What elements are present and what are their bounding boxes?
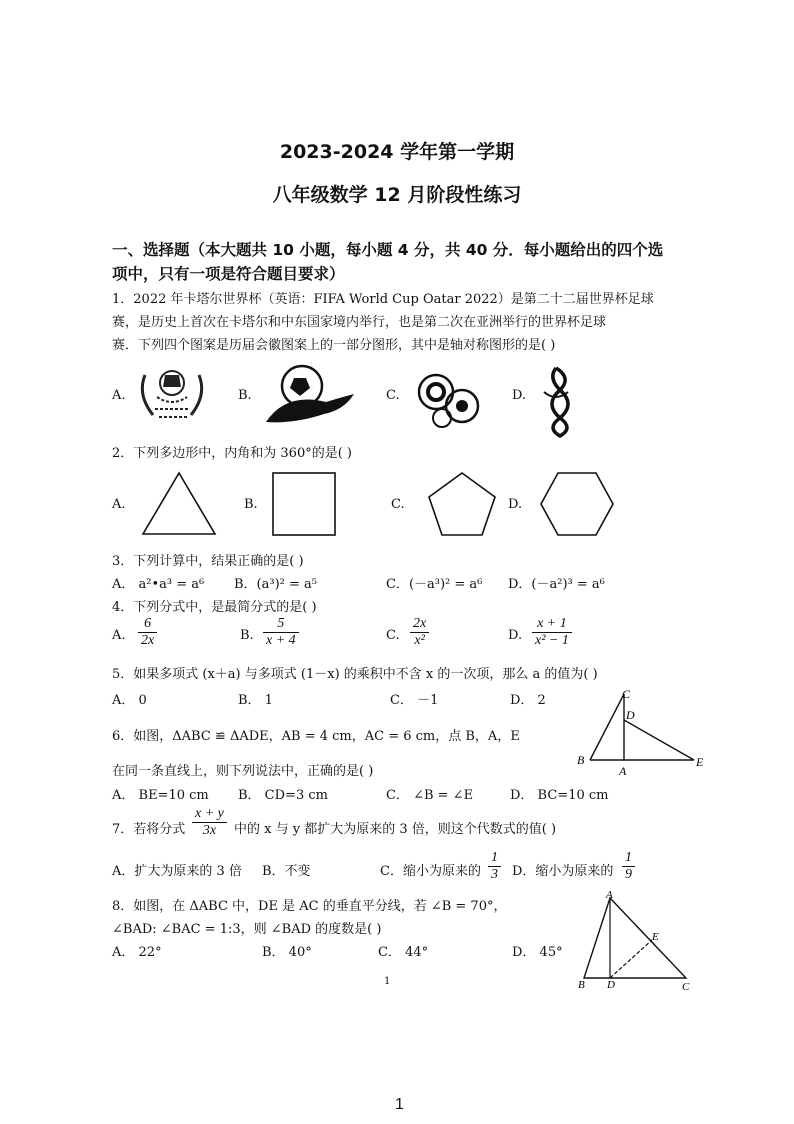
q6-option-d: D． BC=10 cm [510, 788, 609, 803]
q3-option-b: B．(a³)² = a⁵ [234, 577, 317, 592]
q8-label-d: D [607, 979, 615, 991]
q2-option-d-label: D. [508, 497, 523, 512]
q7-prefix: 7．若将分式 [112, 822, 186, 837]
q2-triangle-shape [140, 470, 218, 538]
q1-option-c-label: C. [386, 388, 400, 403]
q7-fraction: $\frac{x + y}{3x}$ [192, 806, 227, 839]
q8-label-b: B [578, 979, 585, 991]
q4-option-d-fraction: $\frac{x + 1}{\text{x² − 1}}$ [532, 616, 572, 649]
q4-option-b-fraction: $\frac{5}{x + 4}$ [263, 616, 299, 649]
q6-line2: 在同一条直线上，则下列说法中，正确的是( ) [112, 764, 374, 779]
q7-option-d: D．缩小为原来的 [512, 864, 614, 879]
inner-page-mark: 1 [384, 976, 391, 987]
q7-option-c-fraction: $\frac{1}{3}$ [488, 850, 501, 883]
q2-square-shape [270, 470, 338, 538]
q6-label-b: B [577, 753, 585, 767]
q8-triangle-figure [574, 890, 700, 996]
q2-option-c-label: C. [391, 497, 405, 512]
page-title: 八年级数学 12 月阶段性练习 [272, 184, 522, 206]
q1-emblem-d-image [536, 362, 576, 440]
q8-option-a: A． 22° [112, 945, 162, 960]
q4-option-d-label: D. [508, 628, 523, 643]
q6-line1: 6．如图，ΔABC ≌ ΔADE，AB = 4 cm，AC = 6 cm，点 B，A，E [112, 729, 520, 744]
q2-option-b-label: B. [244, 497, 258, 512]
q1-emblem-b-image [262, 362, 357, 428]
q6-option-a: A． BE=10 cm [112, 788, 209, 803]
q2-stem: 2．下列多边形中，内角和为 360°的是( ) [112, 446, 352, 461]
q2-option-a-label: A. [112, 497, 126, 512]
section-heading-line2: 项中，只有一项是符合题目要求） [112, 265, 345, 283]
q5-stem: 5．如果多项式 (x＋a) 与多项式 (1－x) 的乘积中不含 x 的一次项，那么 a 的值为( ) [112, 667, 598, 682]
q7-option-c: C．缩小为原来的 [380, 864, 481, 879]
q7-suffix: 中的 x 与 y 都扩大为原来的 3 倍，则这个代数式的值( ) [234, 822, 557, 837]
q4-stem: 4．下列分式中，是最简分式的是( ) [112, 600, 317, 615]
q1-line1: 1．2022 年卡塔尔世界杯（英语：FIFA World Cup Oatar 2022）是第二十二届世界杯足球 [112, 292, 654, 307]
q6-label-a: A [619, 764, 627, 778]
q6-option-c: C． ∠B = ∠E [386, 788, 474, 803]
q1-option-b-label: B. [238, 388, 252, 403]
q4-option-c-fraction: $\frac{2x}{\text{x²}}$ [410, 616, 429, 649]
q1-emblem-a-image [135, 365, 210, 425]
q7-option-b: B．不变 [262, 864, 311, 879]
q6-triangle-figure [572, 686, 712, 778]
q6-label-e: E [696, 755, 704, 769]
q4-option-a-fraction: $\frac{6}{2x}$ [138, 616, 157, 649]
q2-pentagon-shape [426, 470, 498, 538]
q5-option-b: B． 1 [238, 693, 273, 708]
q5-option-d: D． 2 [510, 693, 546, 708]
q8-option-c: C． 44° [378, 945, 429, 960]
q4-option-b-label: B. [240, 628, 254, 643]
q3-option-a: A． a²•a³ = a⁶ [112, 577, 205, 592]
q8-line2: ∠BAD: ∠BAC = 1:3，则 ∠BAD 的度数是( ) [112, 922, 382, 937]
term-title: 2023-2024 学年第一学期 [279, 141, 515, 163]
q4-option-a-label: A. [112, 628, 126, 643]
q1-line2: 赛，是历史上首次在卡塔尔和中东国家境内举行，也是第二次在亚洲举行的世界杯足球 [112, 315, 607, 330]
q8-option-d: D． 45° [512, 945, 563, 960]
q8-label-e: E [652, 931, 659, 943]
q1-option-d-label: D. [512, 388, 527, 403]
q7-option-d-fraction: $\frac{1}{9}$ [622, 850, 635, 883]
q3-option-d: D．(－a²)³ = a⁶ [508, 577, 605, 592]
q4-option-c-label: C. [386, 628, 400, 643]
q3-stem: 3．下列计算中，结果正确的是( ) [112, 554, 304, 569]
q1-line3: 赛．下列四个图案是历届会徽图案上的一部分图形，其中是轴对称图形的是( ) [112, 338, 556, 353]
q8-label-c: C [682, 981, 690, 993]
q7-option-a: A．扩大为原来的 3 倍 [112, 864, 242, 879]
q2-hexagon-shape [538, 470, 616, 538]
q5-option-a: A． 0 [112, 693, 147, 708]
q6-option-b: B． CD=3 cm [238, 788, 328, 803]
q8-line1: 8．如图，在 ΔABC 中，DE 是 AC 的垂直平分线，若 ∠B = 70°， [112, 899, 507, 914]
q3-option-c: C．(－a³)² = a⁶ [386, 577, 483, 592]
q1-option-a-label: A. [112, 388, 126, 403]
q1-emblem-c-image [410, 370, 485, 432]
q8-label-a: A [606, 890, 613, 901]
q6-label-d: D [626, 708, 635, 722]
q5-option-c: C． －1 [390, 693, 439, 708]
page-number: 1 [395, 1096, 404, 1113]
section-heading-line1: 一、选择题（本大题共 10 小题，每小题 4 分，共 40 分．每小题给出的四个选 [112, 241, 664, 259]
q8-option-b: B． 40° [262, 945, 312, 960]
q6-label-c: C [622, 687, 631, 701]
